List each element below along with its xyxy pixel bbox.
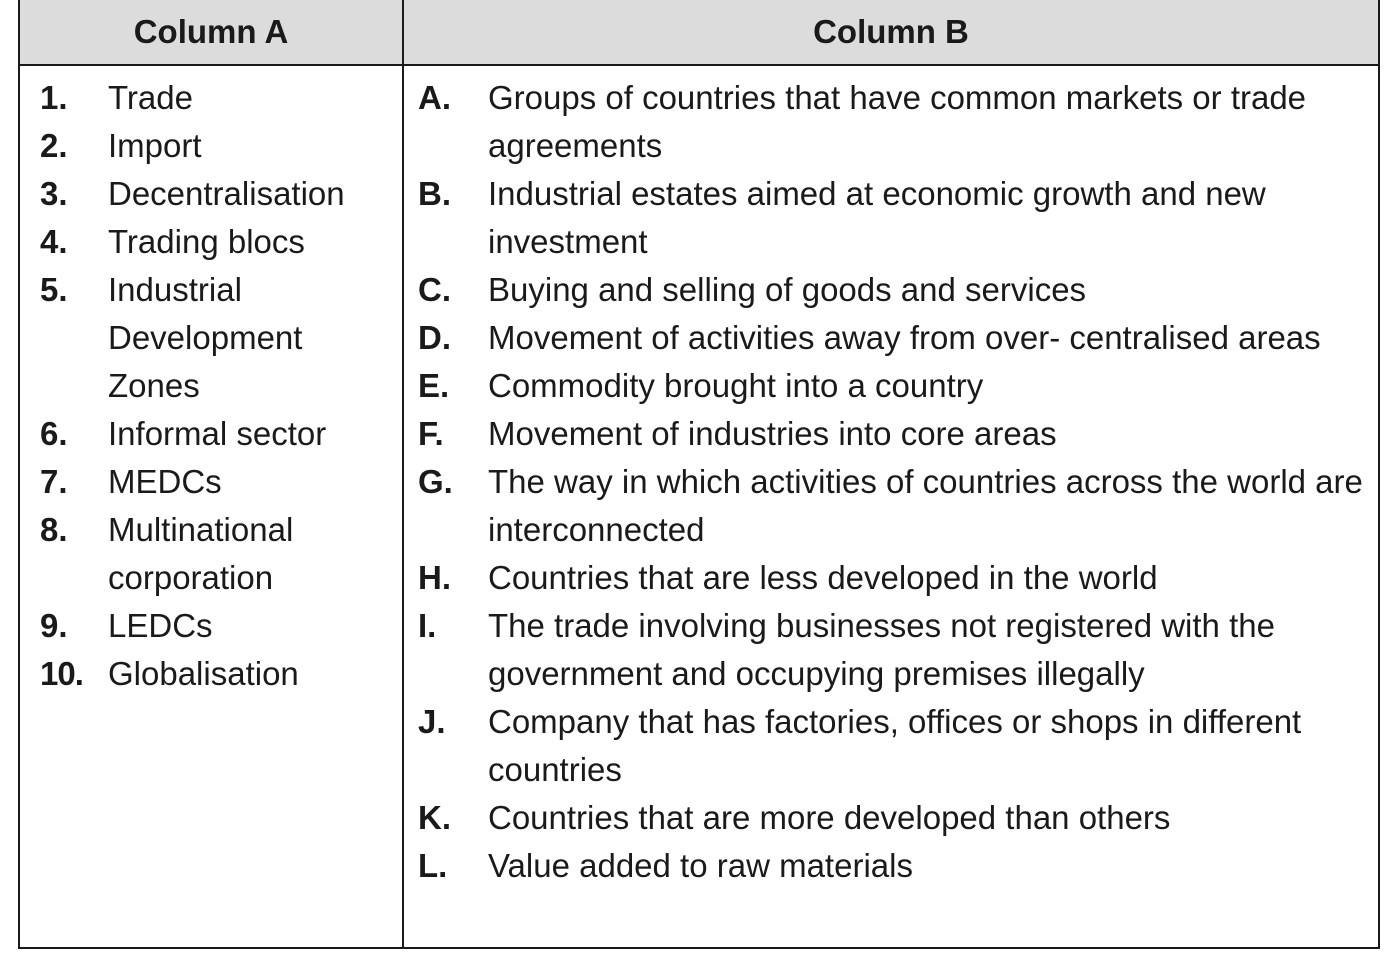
column-b-item — [418, 410, 1368, 458]
item-definition: Industrial estates aimed at economic growth and new investment — [488, 175, 1266, 260]
item-number: 7. — [40, 463, 68, 500]
item-letter: K. — [418, 799, 451, 836]
column-b-item — [418, 602, 1368, 698]
column-b-item — [418, 74, 1368, 170]
item-term: Trading blocs — [108, 223, 305, 260]
column-a-item — [40, 122, 392, 170]
item-number: 5. — [40, 271, 68, 308]
item-number: 9. — [40, 607, 68, 644]
item-term: Decentralisation — [108, 175, 345, 212]
column-a-item — [40, 458, 392, 506]
column-b-list — [418, 74, 1368, 890]
column-b-header: Column B — [813, 13, 969, 50]
item-definition: Value added to raw materials — [488, 847, 913, 884]
item-definition: Company that has factories, offices or shops in different countries — [488, 703, 1302, 788]
item-definition: The way in which activities of countries across the world are interconnected — [488, 463, 1363, 548]
item-number: 1. — [40, 79, 68, 116]
item-letter: A. — [418, 79, 451, 116]
column-b-item — [418, 554, 1368, 602]
column-divider — [402, 0, 404, 947]
column-a-item — [40, 602, 392, 650]
item-letter: G. — [418, 463, 453, 500]
item-term: MEDCs — [108, 463, 222, 500]
item-letter: C. — [418, 271, 451, 308]
item-definition: Countries that are more developed than others — [488, 799, 1171, 836]
item-number: 2. — [40, 127, 68, 164]
item-term: Import — [108, 127, 202, 164]
column-b-item — [418, 842, 1368, 890]
item-definition: Countries that are less developed in the world — [488, 559, 1158, 596]
column-a-item — [40, 650, 392, 698]
column-a-item — [40, 266, 392, 410]
matching-table — [18, 0, 1380, 949]
column-b-item — [418, 794, 1368, 842]
column-b-item — [418, 314, 1368, 362]
item-term: LEDCs — [108, 607, 213, 644]
column-a-item — [40, 218, 392, 266]
item-definition: The trade involving businesses not registered with the government and occupying premises illegally — [488, 607, 1275, 692]
column-a-item — [40, 74, 392, 122]
item-definition: Movement of activities away from over- centralised areas — [488, 319, 1321, 356]
item-letter: B. — [418, 175, 451, 212]
item-number: 4. — [40, 223, 68, 260]
item-definition: Groups of countries that have common markets or trade agreements — [488, 79, 1307, 164]
item-number: 10. — [40, 655, 83, 692]
item-letter: F. — [418, 415, 444, 452]
item-definition: Commodity brought into a country — [488, 367, 984, 404]
item-letter: L. — [418, 847, 448, 884]
item-letter: D. — [418, 319, 451, 356]
column-b-item — [418, 170, 1368, 266]
item-number: 6. — [40, 415, 68, 452]
column-b-item — [418, 698, 1368, 794]
column-a-header: Column A — [133, 13, 289, 50]
item-letter: E. — [418, 367, 450, 404]
item-number: 8. — [40, 511, 68, 548]
column-a-item — [40, 410, 392, 458]
table-header-row — [20, 0, 1378, 66]
item-letter: I. — [418, 607, 437, 644]
item-term: Globalisation — [108, 655, 299, 692]
column-a-item — [40, 506, 392, 602]
item-number: 3. — [40, 175, 68, 212]
column-b-item — [418, 266, 1368, 314]
item-letter: J. — [418, 703, 446, 740]
column-b-item — [418, 458, 1368, 554]
item-term: Multinational corporation — [108, 511, 294, 596]
column-a-list — [40, 74, 392, 698]
item-definition: Buying and selling of goods and services — [488, 271, 1087, 308]
column-a-item — [40, 170, 392, 218]
item-term: Trade — [108, 79, 193, 116]
item-letter: H. — [418, 559, 451, 596]
item-term: Industrial Development Zones — [108, 271, 303, 404]
item-term: Informal sector — [108, 415, 327, 452]
column-b-item — [418, 362, 1368, 410]
item-definition: Movement of industries into core areas — [488, 415, 1057, 452]
